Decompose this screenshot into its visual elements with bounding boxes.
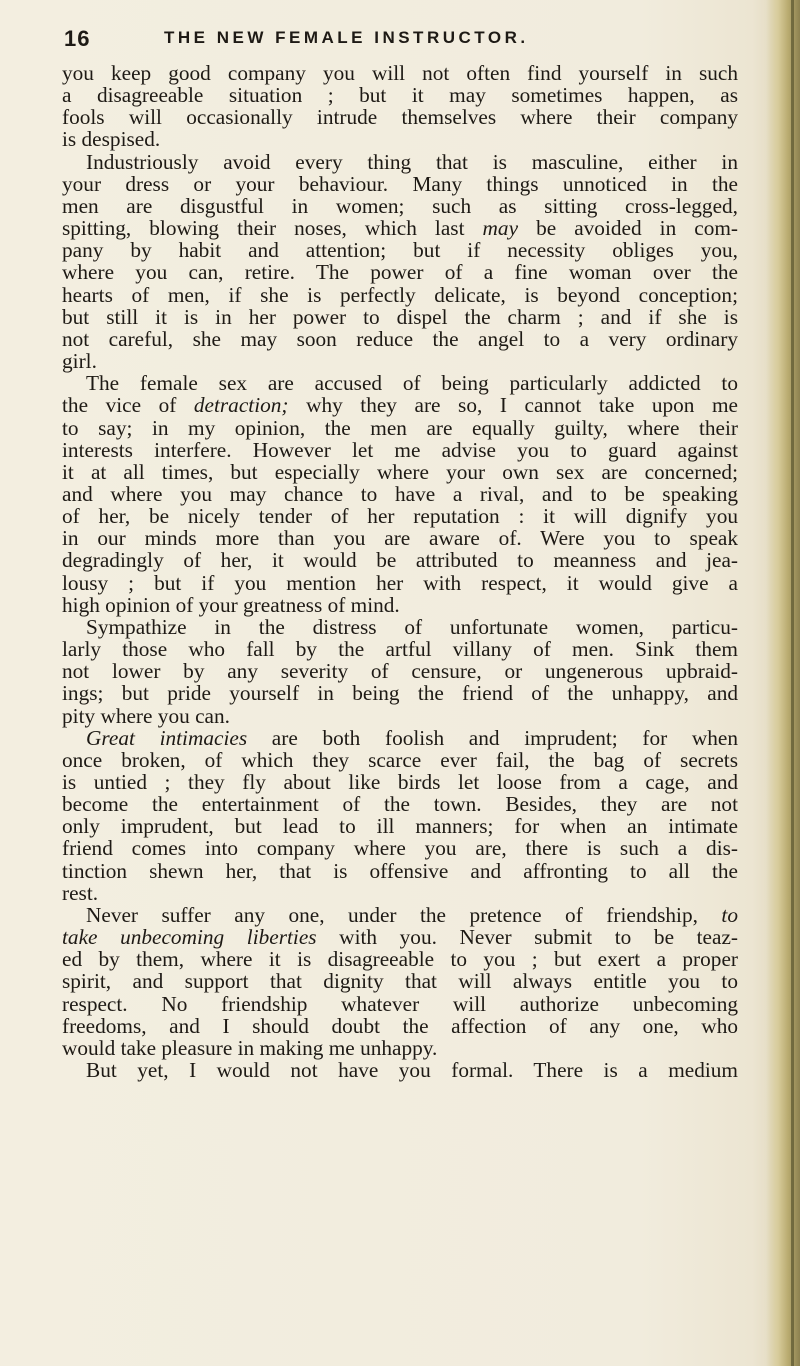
text-line: interests interfere. However let me advise you to guard against	[62, 437, 738, 462]
page-edge-line	[791, 0, 794, 1366]
emphasis-text: may	[482, 216, 519, 241]
text-line: your dress or your behaviour. Many things unnoticed in the	[62, 171, 738, 196]
text-line: larly those who fall by the artful villany of men. Sink them	[62, 637, 738, 662]
text-line: to say; in my opinion, the men are equally guilty, where their	[62, 415, 738, 440]
page-number: 16	[64, 26, 91, 51]
text-line: high opinion of your greatness of mind.	[62, 592, 400, 617]
text-line: it at all times, but especially where your own sex are concerned;	[62, 459, 738, 484]
text-line: only imprudent, but lead to ill manners; for when an intimate	[62, 814, 738, 839]
text-line: degradingly of her, it would be attributed to meanness and jea-	[62, 548, 738, 573]
text-line: hearts of men, if she is perfectly delicate, is beyond conception;	[62, 282, 738, 307]
text-line: respect. No friendship whatever will authorize unbecoming	[62, 991, 738, 1016]
text-line: the vice of detraction; why they are so, I cannot take upon me	[62, 393, 738, 418]
text-line: spitting, blowing their noses, which last may be avoided in com-	[62, 216, 739, 241]
text-line: is despised.	[62, 127, 161, 152]
text-line: of her, be nicely tender of her reputation : it will dignify you	[62, 504, 738, 529]
text-line: take unbecoming liberties with you. Never submit to be teaz-	[62, 925, 738, 950]
body-text	[62, 62, 738, 1081]
text-line: become the entertainment of the town. Besides, they are not	[62, 792, 738, 817]
text-line: a disagreeable situation ; but it may sometimes happen, as	[62, 83, 738, 108]
text-line: once broken, of which they scarce ever fail, the bag of secrets	[62, 747, 738, 772]
running-head: THE NEW FEMALE INSTRUCTOR.	[164, 28, 529, 47]
text-line: would take pleasure in making me unhappy.	[62, 1035, 438, 1060]
text-line: The female sex are accused of being particularly addicted to	[86, 371, 738, 396]
text-line: ings; but pride yourself in being the friend of the unhappy, and	[62, 681, 738, 706]
text-line: pity where you can.	[62, 703, 230, 728]
text-line: rest.	[62, 880, 99, 905]
text-line: ed by them, where it is disagreeable to you ; but exert a proper	[62, 947, 738, 972]
page-header	[64, 26, 744, 58]
text-line: But yet, I would not have you formal. There is a medium	[86, 1058, 738, 1083]
text-line: but still it is in her power to dispel the charm ; and if she is	[62, 304, 738, 329]
emphasis-text: detraction;	[193, 393, 289, 418]
text-line: you keep good company you will not often find yourself in such	[62, 61, 738, 85]
text-line: men are disgustful in women; such as sitting cross-legged,	[62, 193, 738, 218]
text-line: girl.	[62, 349, 97, 374]
text-line: is untied ; they fly about like birds let loose from a cage, and	[62, 770, 738, 794]
text-line: freedoms, and I should doubt the affection of any one, who	[62, 1013, 738, 1038]
text-line: not careful, she may soon reduce the angel to a very ordinary	[62, 326, 738, 351]
text-line: in our minds more than you are aware of. Were you to speak	[62, 526, 738, 551]
emphasis-text: take unbecoming liberties	[62, 925, 317, 950]
page-edge-shadow	[766, 0, 800, 1366]
emphasis-text: Great intimacies	[86, 725, 248, 750]
text-line: pany by habit and attention; but if necessity obliges you,	[62, 238, 738, 263]
text-line: friend comes into company where you are, there is such a dis-	[62, 836, 738, 861]
text-line: lousy ; but if you mention her with respect, it would give a	[62, 570, 738, 595]
text-line: fools will occasionally intrude themselves where their company	[62, 105, 738, 130]
text-line: Great intimacies are both foolish and imprudent; for when	[86, 725, 738, 750]
text-line: Sympathize in the distress of unfortunate women, particu-	[86, 614, 738, 639]
text-line: Industriously avoid every thing that is masculine, either in	[86, 149, 738, 174]
text-line: spirit, and support that dignity that will always entitle you to	[62, 969, 738, 994]
text-line: not lower by any severity of censure, or ungenerous upbraid-	[62, 659, 738, 684]
text-line: and where you may chance to have a rival, and to be speaking	[62, 481, 738, 506]
text-line: tinction shewn her, that is offensive and affronting to all the	[62, 858, 738, 883]
emphasis-text: to	[721, 902, 738, 927]
text-line: Never suffer any one, under the pretence of friendship, to	[86, 902, 738, 927]
text-line: where you can, retire. The power of a fine woman over the	[62, 260, 738, 285]
